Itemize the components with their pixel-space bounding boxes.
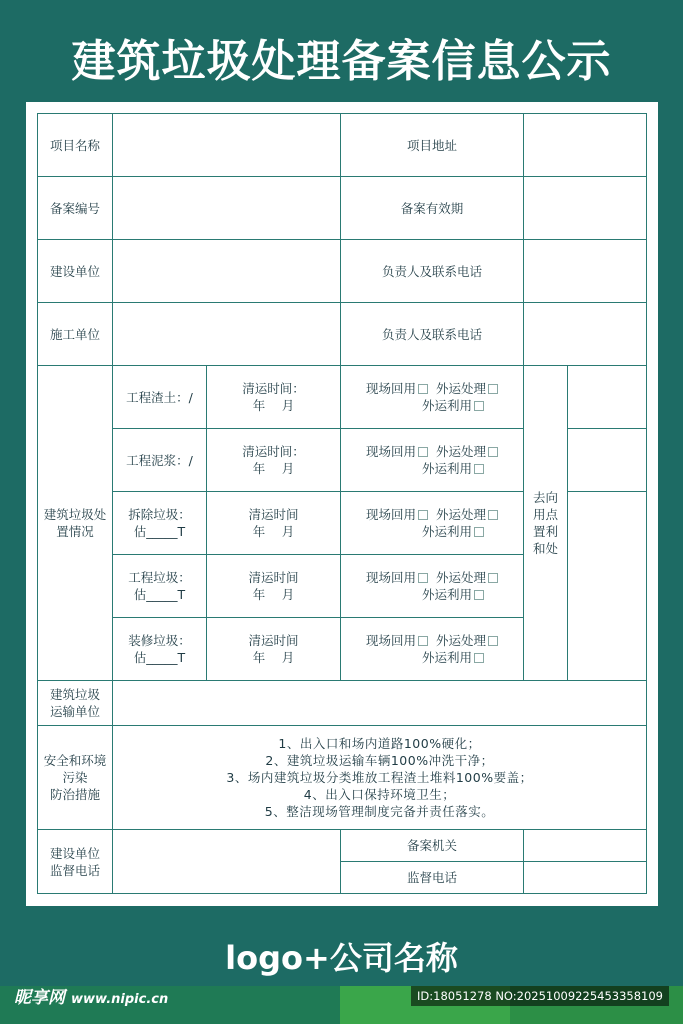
label-record-validity: 备案有效期 (341, 177, 524, 240)
checkbox-onsite[interactable] (418, 384, 428, 394)
value-destination[interactable] (568, 492, 647, 681)
waste-item-name: 工程垃圾： 估_____T (113, 555, 207, 618)
waste-item-time: 清运时间 年 月 (207, 492, 341, 555)
form-sheet (26, 102, 658, 906)
company-logo-text: logo+公司名称 (225, 939, 458, 977)
label-disposal-section: 建筑垃圾处置情况 (38, 366, 113, 681)
checkbox-onsite[interactable] (418, 573, 428, 583)
label-construction-unit: 建设单位 (38, 240, 113, 303)
image-id-tag: ID:18051278 NO:20251009225453358109 (411, 986, 669, 1006)
waste-item-name: 工程泥浆：/ (113, 429, 207, 492)
checkbox-offsite[interactable] (488, 510, 498, 520)
value-contact-1[interactable] (524, 240, 647, 303)
value-builder-unit[interactable] (113, 303, 341, 366)
safety-measures (113, 726, 647, 830)
waste-item-options: 现场回用 外运处理 外运利用 (341, 429, 524, 492)
value-transport-unit[interactable] (113, 681, 647, 726)
label-destination: 去向用点置利和处 (524, 366, 568, 681)
checkbox-onsite[interactable] (418, 447, 428, 457)
checkbox-offsite[interactable] (488, 384, 498, 394)
record-table (37, 113, 647, 894)
waste-item-time: 清运时间 年 月 (207, 555, 341, 618)
waste-item-name: 工程渣土：/ (113, 366, 207, 429)
waste-item-name: 拆除垃圾： 估_____T (113, 492, 207, 555)
waste-item-options: 现场回用 外运处理 外运利用 (341, 492, 524, 555)
value-supervision[interactable] (113, 830, 341, 894)
checkbox-offsite[interactable] (488, 573, 498, 583)
checkbox-reuse[interactable] (474, 401, 484, 411)
waste-item-options: 现场回用 外运处理 外运利用 (341, 366, 524, 429)
value-construction-unit[interactable] (113, 240, 341, 303)
label-contact-2: 负责人及联系电话 (341, 303, 524, 366)
checkbox-reuse[interactable] (474, 464, 484, 474)
label-supervision: 建设单位监督电话 (38, 830, 113, 894)
measure-item: 5、整洁现场管理制度完备并责任落实。 (264, 804, 495, 819)
value-supervise-phone[interactable] (524, 862, 647, 894)
page-title: 建筑垃圾处理备案信息公示 (71, 36, 612, 87)
label-project-address: 项目地址 (341, 114, 524, 177)
waste-item-time: 清运时间 年 月 (207, 618, 341, 681)
waste-item-time: 清运时间： 年 月 (207, 429, 341, 492)
label-contact-1: 负责人及联系电话 (341, 240, 524, 303)
checkbox-reuse[interactable] (474, 590, 484, 600)
value-record-validity[interactable] (524, 177, 647, 240)
checkbox-reuse[interactable] (474, 527, 484, 537)
checkbox-onsite[interactable] (418, 510, 428, 520)
label-transport-unit: 建筑垃圾运输单位 (38, 681, 113, 726)
checkbox-offsite[interactable] (488, 447, 498, 457)
measure-item: 3、场内建筑垃圾分类堆放工程渣土堆料100%要盖； (226, 770, 533, 785)
waste-item-time: 清运时间： 年 月 (207, 366, 341, 429)
label-record-office: 备案机关 (341, 830, 524, 862)
waste-item-options: 现场回用 外运处理 外运利用 (341, 555, 524, 618)
measure-item: 1、出入口和场内道路100%硬化； (278, 736, 481, 751)
checkbox-reuse[interactable] (474, 653, 484, 663)
value-destination[interactable] (568, 429, 647, 492)
label-project-name: 项目名称 (38, 114, 113, 177)
label-builder-unit: 施工单位 (38, 303, 113, 366)
watermark: 昵享网 www.nipic.cn (14, 988, 169, 1008)
value-project-address[interactable] (524, 114, 647, 177)
checkbox-offsite[interactable] (488, 636, 498, 646)
value-record-no[interactable] (113, 177, 341, 240)
checkbox-onsite[interactable] (418, 636, 428, 646)
label-supervise-phone: 监督电话 (341, 862, 524, 894)
label-record-no: 备案编号 (38, 177, 113, 240)
value-project-name[interactable] (113, 114, 341, 177)
waste-item-name: 装修垃圾： 估_____T (113, 618, 207, 681)
measure-item: 2、建筑垃圾运输车辆100%冲洗干净； (265, 753, 494, 768)
waste-item-options: 现场回用 外运处理 外运利用 (341, 618, 524, 681)
value-contact-2[interactable] (524, 303, 647, 366)
value-record-office[interactable] (524, 830, 647, 862)
measure-item: 4、出入口保持环境卫生； (303, 787, 456, 802)
value-destination[interactable] (568, 366, 647, 429)
label-safety: 安全和环境污染 防治措施 (38, 726, 113, 830)
